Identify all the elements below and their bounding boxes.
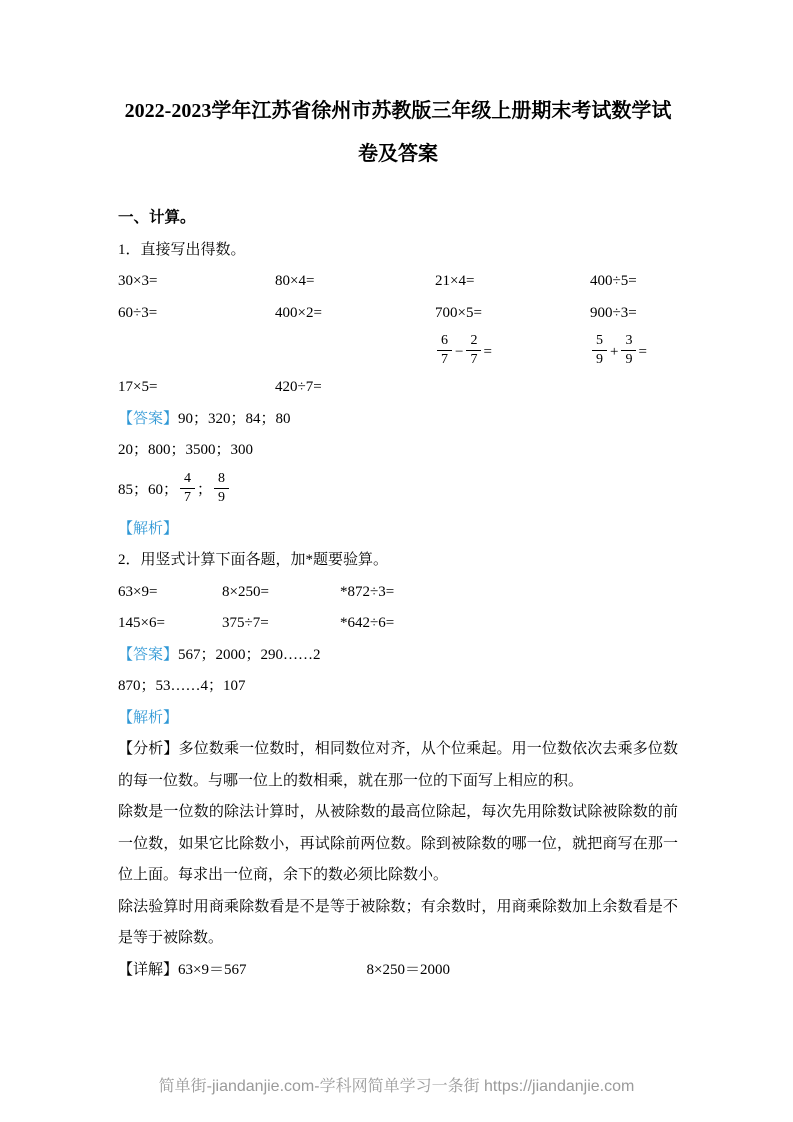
fraction [621,333,636,368]
math-expression: 17×5= [118,379,158,396]
equals-sign: = [483,344,492,361]
q2-answer-line-1 [118,640,678,672]
fraction [180,471,195,506]
q2-row-1 [118,577,678,609]
q2-explain-paragraph-2 [118,797,678,892]
fraction-numerator: 3 [621,333,636,351]
fraction-expression [590,333,678,372]
question-1-label: 1．直接写出得数。 [118,241,246,258]
fraction-numerator: 2 [466,333,481,351]
math-expression: 8×250= [222,583,269,600]
footer-watermark: 简单街-jiandanjie.com-学科网简单学习一条街 https://jiandanjie.com [158,1078,635,1095]
plus-operator: + [610,344,619,361]
q1-row-3 [118,372,678,404]
fraction-denominator: 7 [184,489,192,505]
math-expression: 21×4= [435,273,475,290]
fraction-numerator: 6 [437,333,452,351]
answer-text: 90；320；84；80 [178,410,291,427]
math-expression: 8×250＝2000 [366,961,450,978]
q1-answer-line-1 [118,404,678,436]
math-expression: 400×2= [275,304,322,321]
document-content [118,90,678,986]
fraction [437,333,452,368]
q1-row-1 [118,266,678,298]
math-expression: 400÷5= [590,273,637,290]
math-expression: 700×5= [435,304,482,321]
fraction-numerator: 5 [592,333,607,351]
document-title: 2022-2023学年江苏省徐州市苏教版三年级上册期末考试数学试卷及答案 [124,100,672,165]
q1-row-2 [118,298,678,330]
fraction [214,471,229,506]
math-expression: 63×9= [118,583,158,600]
math-expression: 375÷7= [222,615,269,632]
q1-analysis-line [118,514,678,546]
q1-answer-line-2 [118,435,678,467]
empty-cell [435,372,590,404]
minus-operator: − [455,344,464,361]
math-expression: 145×6= [118,615,165,632]
math-expression: *872÷3= [340,583,395,600]
math-expression: 60÷3= [118,304,158,321]
answer-separator: ； [197,481,213,498]
analysis-tag: 【解析】 [118,520,179,537]
explain-text: 除数是一位数的除法计算时，从被除数的最高位除起，每次先用除数试除被除数的前一位数，如果它比除数小，再试除前两位数。除到被除数的哪一位，就把商写在那一位上面。每求出一位商，余下的数必须比除数小。 [118,804,678,884]
fraction-numerator: 8 [214,471,229,489]
fraction-denominator: 9 [596,352,603,368]
fraction [592,333,607,368]
fraction-denominator: 9 [625,352,633,368]
q2-row-2 [118,608,678,640]
q2-detail-line [118,955,678,987]
q1-answer-line-3 [118,467,678,514]
q1-fraction-row [118,329,678,372]
q2-answer-line-2 [118,671,678,703]
math-expression: 30×3= [118,273,158,290]
fraction-denominator: 9 [218,489,226,505]
fraction-denominator: 7 [470,352,478,368]
fraction-denominator: 7 [441,352,448,368]
math-expression: 420÷7= [275,379,322,396]
answer-text: 85；60； [118,481,179,498]
math-expression: 900÷3= [590,304,637,321]
answer-tag: 【答案】 [118,410,179,427]
math-expression: 80×4= [275,273,315,290]
math-expression: *642÷6= [340,615,395,632]
q2-explain-paragraph-1 [118,734,678,797]
empty-cell [590,372,678,404]
math-expression: 63×9＝567 [178,961,247,978]
answer-text: 20；800；3500；300 [118,442,254,459]
fraction-numerator: 4 [180,471,195,489]
explain-tag: 【分析】 [118,741,179,758]
section-heading: 一、计算。 [118,209,196,226]
explain-text: 多位数乘一位数时，相同数位对齐，从个位乘起。用一位数依次去乘多位数的每一位数。与哪一位上的数相乘，就在那一位的下面写上相应的积。 [118,741,678,789]
equals-sign: = [638,344,647,361]
answer-text: 870；53……4；107 [118,678,246,695]
fraction-expression [435,333,590,372]
explain-text: 除法验算时用商乘除数看是不是等于被除数；有余数时，用商乘除数加上余数看是不是等于被除数。 [118,898,678,947]
detail-tag: 【详解】 [118,961,179,978]
q2-explain-paragraph-3 [118,892,678,955]
analysis-tag: 【解析】 [118,709,179,726]
q2-analysis-line [118,703,678,735]
answer-text: 567；2000；290……2 [178,646,321,663]
question-2-label: 2．用竖式计算下面各题，加*题要验算。 [118,552,389,569]
fraction [466,333,481,368]
answer-tag: 【答案】 [118,646,179,663]
